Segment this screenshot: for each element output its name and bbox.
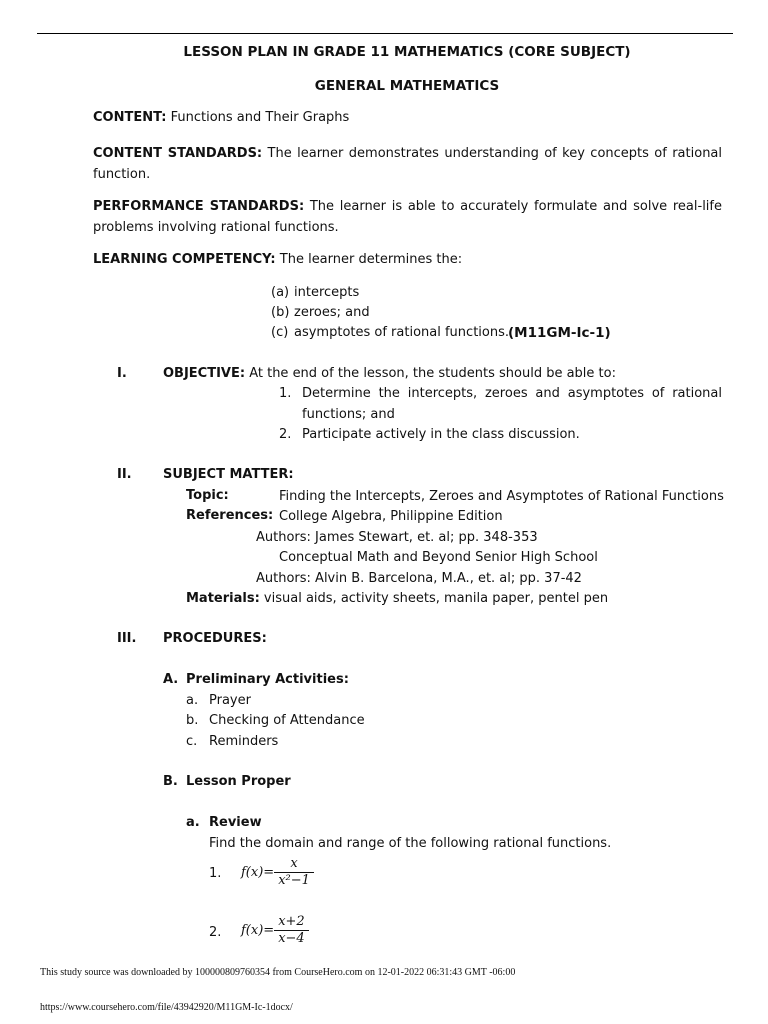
subject-matter-label: SUBJECT MATTER: [163,467,294,482]
subsection-marker: A. [163,672,179,687]
competency-item [271,325,611,341]
fraction [274,856,314,889]
function-1 [241,856,314,889]
list-item-text: Checking of Attendance [209,713,365,728]
list-marker: 2. [209,925,222,940]
objective-item-line: Participate actively in the class discussion. [302,427,580,442]
list-item-text: zeroes; and [294,305,370,320]
source-url[interactable]: https://www.coursehero.com/file/43942920/M11GM-Ic-1docx/ [40,1002,293,1013]
subsection-marker: a. [186,815,200,830]
procedures-label: PROCEDURES: [163,631,267,646]
denominator: x−4 [278,931,305,946]
function-lhs: f(x)= [241,865,275,880]
list-item-text: intercepts [294,285,360,300]
list-marker: b. [186,713,199,728]
section-numeral: II. [117,467,132,482]
subsection-marker: B. [163,774,178,789]
content-text: Functions and Their Graphs [170,110,350,125]
list-marker: 1. [209,866,222,881]
list-marker: (c) [271,325,289,340]
references-label: References: [186,508,274,523]
title-line-1: LESSON PLAN IN GRADE 11 MATHEMATICS (CORE SUBJECT) [183,44,631,60]
denominator: x²−1 [278,873,310,888]
numerator: x+2 [274,914,309,931]
list-marker: a. [186,693,199,708]
performance-standards-text: The learner is able to accurately formulate and solve real-life problems involving rational functions. [93,199,722,235]
list-marker: (b) [271,305,290,320]
content-line [93,110,349,125]
materials-line [186,591,608,606]
materials-text: visual aids, activity sheets, manila paper, pentel pen [263,591,609,606]
objective-item-marker: 2. [279,427,292,442]
topic-text: Finding the Intercepts, Zeroes and Asymptotes of Rational Functions [279,489,724,504]
review-instruction: Find the domain and range of the following rational functions. [209,836,612,851]
reference-title: Conceptual Math and Beyond Senior High School [279,550,598,565]
list-item-text: asymptotes of rational functions. [294,325,509,340]
objective-text: At the end of the lesson, the students should be able to: [249,366,616,381]
top-rule [37,33,733,34]
competency-item [271,285,360,300]
objective-item-line: Determine the intercepts, zeroes and asymptotes of rational [302,386,722,401]
competency-item [271,305,370,320]
content-label: CONTENT: [93,110,167,125]
objective-heading [163,366,616,381]
function-2 [241,914,309,947]
learning-competency [93,252,462,267]
topic-label: Topic: [186,488,229,503]
function-lhs: f(x)= [241,923,275,938]
learning-competency-text: The learner determines the: [279,252,463,267]
fraction [274,914,309,947]
materials-label: Materials: [186,591,260,606]
performance-standards-label: PERFORMANCE STANDARDS: [93,199,305,214]
learning-competency-label: LEARNING COMPETENCY: [93,252,276,267]
list-item-text: Reminders [209,734,279,749]
title-line-2: GENERAL MATHEMATICS [314,78,500,94]
content-standards [93,144,722,185]
competency-code: (M11GM-Ic-1) [508,325,611,341]
content-standards-label: CONTENT STANDARDS: [93,146,263,161]
list-marker: (a) [271,285,290,300]
objective-item-marker: 1. [279,386,292,401]
content-standards-text: The learner demonstrates understanding of key concepts of rational function. [93,146,723,182]
reference-authors: Authors: James Stewart, et. al; pp. 348-353 [256,530,538,545]
numerator: x [274,856,314,873]
section-numeral: III. [117,631,137,646]
review-label: Review [209,815,262,830]
lesson-proper-label: Lesson Proper [186,774,291,789]
performance-standards [93,197,722,238]
objective-item-line: functions; and [302,407,395,422]
objective-label: OBJECTIVE: [163,366,246,381]
reference-authors: Authors: Alvin B. Barcelona, M.A., et. al; pp. 37-42 [256,571,582,586]
download-notice: This study source was downloaded by 100000809760354 from CourseHero.com on 12-01-2022 06:31:43 GMT -06:00 [40,967,516,978]
preliminary-activities-label: Preliminary Activities: [186,672,349,687]
section-numeral: I. [117,366,127,381]
reference-title: College Algebra, Philippine Edition [279,509,503,524]
list-marker: c. [186,734,198,749]
list-item-text: Prayer [209,693,251,708]
